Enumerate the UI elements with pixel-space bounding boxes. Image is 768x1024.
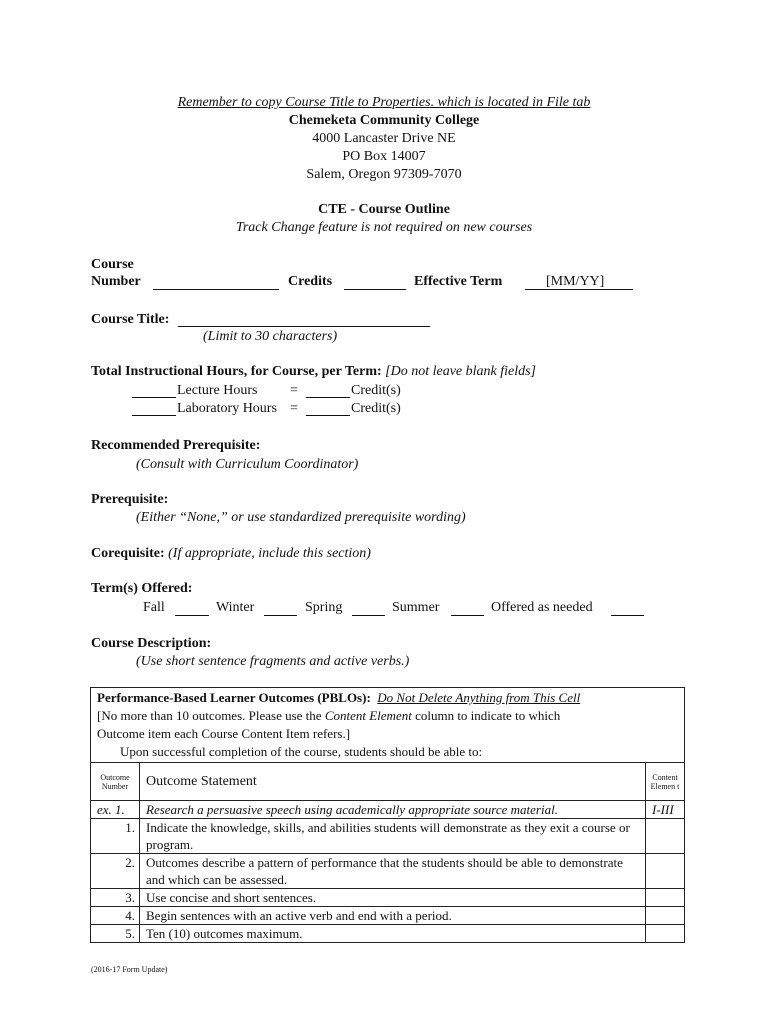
table-row xyxy=(91,854,685,889)
pblo-heading-line xyxy=(97,689,678,707)
pblo-instruction-3: Upon successful completion of the course, students should be able to: xyxy=(120,744,483,759)
address-line-1: 4000 Lancaster Drive NE xyxy=(312,131,456,146)
lab-hours-field[interactable] xyxy=(132,403,176,416)
course-description-label: Course Description: xyxy=(91,636,212,651)
pblo-instruction-1b: Content Element xyxy=(324,708,412,723)
lab-equals: = xyxy=(290,401,298,416)
course-title-field[interactable] xyxy=(178,314,430,327)
pblo-heading: Performance-Based Learner Outcomes (PBLOs): xyxy=(97,690,371,705)
term-summer-label: Summer xyxy=(392,600,440,615)
term-spring-label: Spring xyxy=(305,600,343,615)
lecture-hours-label: Lecture Hours xyxy=(177,383,258,398)
lecture-hours-field[interactable] xyxy=(132,385,176,398)
pblo-example-row xyxy=(91,801,685,819)
outcome-text[interactable]: Ten (10) outcomes maximum. xyxy=(140,925,646,943)
example-element: I-III xyxy=(646,801,685,819)
col-content-element: Content Elemen t xyxy=(646,763,685,801)
recommended-prereq-label: Recommended Prerequisite: xyxy=(91,438,261,453)
outcome-element-cell[interactable] xyxy=(646,854,685,889)
form-update-note: (2016-17 Form Update) xyxy=(91,965,168,974)
prereq-label: Prerequisite: xyxy=(91,492,169,507)
course-number-label-2: Number xyxy=(91,274,141,289)
course-title-label: Course Title: xyxy=(91,312,170,327)
col-outcome-statement: Outcome Statement xyxy=(140,763,646,801)
lecture-equals: = xyxy=(290,383,298,398)
outcome-element-cell[interactable] xyxy=(646,907,685,925)
pblo-instruction-2: Outcome item each Course Content Item refers.] xyxy=(97,726,351,741)
document-title: CTE - Course Outline xyxy=(318,202,450,217)
outcome-text[interactable]: Begin sentences with an active verb and end with a period. xyxy=(140,907,646,925)
outcome-element-cell[interactable] xyxy=(646,889,685,907)
pblo-column-header-row xyxy=(91,763,685,801)
coreq-hint: (If appropriate, include this section) xyxy=(168,546,371,561)
outcome-number: 4. xyxy=(91,907,140,925)
lab-hours-label: Laboratory Hours xyxy=(177,401,277,416)
outcome-text[interactable]: Outcomes describe a pattern of performance that the students should be able to demonstrate and which can be assessed. xyxy=(140,854,646,889)
pblo-instruction-1c: column to indicate to which xyxy=(411,708,561,723)
coreq-label: Corequisite: xyxy=(91,546,165,561)
term-fall-label: Fall xyxy=(143,600,165,615)
pblo-table xyxy=(90,687,685,943)
credits-label: Credits xyxy=(288,274,333,289)
pblo-instruction-1a: [No more than 10 outcomes. Please use the xyxy=(97,708,325,723)
lab-credits-label: Credit(s) xyxy=(351,401,401,416)
instructional-hours-note: [Do not leave blank fields] xyxy=(385,364,537,379)
pblo-heading-note: Do Not Delete Anything from This Cell xyxy=(377,690,581,705)
term-winter-label: Winter xyxy=(216,600,255,615)
coreq-row xyxy=(91,546,371,562)
lecture-credits-field[interactable] xyxy=(306,385,350,398)
col-outcome-number: Outcome Number xyxy=(91,763,140,801)
course-description-hint: (Use short sentence fragments and active verbs.) xyxy=(136,654,410,669)
outcome-number: 3. xyxy=(91,889,140,907)
prereq-hint: (Either “None,” or use standardized prerequisite wording) xyxy=(136,510,466,525)
address-line-3: Salem, Oregon 97309-7070 xyxy=(306,167,462,182)
table-row xyxy=(91,889,685,907)
terms-offered-label: Term(s) Offered: xyxy=(91,581,193,596)
college-name: Chemeketa Community College xyxy=(288,113,480,128)
lab-credits-field[interactable] xyxy=(306,403,350,416)
outcome-number: 5. xyxy=(91,925,140,943)
term-as-needed-label: Offered as needed xyxy=(491,600,593,615)
outcome-element-cell[interactable] xyxy=(646,925,685,943)
term-summer-field[interactable] xyxy=(451,603,484,616)
instructional-hours-label: Total Instructional Hours, for Course, per Term: xyxy=(91,364,382,379)
course-number-label-1: Course xyxy=(91,257,134,272)
example-text: Research a persuasive speech using academically appropriate source material. xyxy=(140,801,646,819)
term-spring-field[interactable] xyxy=(352,603,385,616)
term-as-needed-field[interactable] xyxy=(611,603,644,616)
lecture-credits-label: Credit(s) xyxy=(351,383,401,398)
effective-term-label: Effective Term xyxy=(414,274,503,289)
example-number: ex. 1. xyxy=(91,801,140,819)
table-row xyxy=(91,925,685,943)
course-title-hint: (Limit to 30 characters) xyxy=(203,329,338,344)
reminder-note: Remember to copy Course Title to Properties. which is located in File tab xyxy=(177,95,591,110)
outcome-number: 2. xyxy=(91,854,140,889)
pblo-header-cell xyxy=(91,688,685,763)
effective-term-value: [MM/YY] xyxy=(546,274,605,289)
pblo-header-row xyxy=(91,688,685,763)
table-row xyxy=(91,907,685,925)
term-fall-field[interactable] xyxy=(175,603,209,616)
outcome-number: 1. xyxy=(91,819,140,854)
pblo-instruction-1 xyxy=(97,707,678,725)
track-change-note: Track Change feature is not required on new courses xyxy=(235,220,533,235)
recommended-prereq-hint: (Consult with Curriculum Coordinator) xyxy=(136,457,359,472)
outcome-element-cell[interactable] xyxy=(646,819,685,854)
credits-field[interactable] xyxy=(344,277,406,290)
address-line-2: PO Box 14007 xyxy=(342,149,426,164)
term-winter-field[interactable] xyxy=(264,603,297,616)
table-row xyxy=(91,819,685,854)
outcome-text[interactable]: Use concise and short sentences. xyxy=(140,889,646,907)
outcome-text[interactable]: Indicate the knowledge, skills, and abilities students will demonstrate as they exit a course or program. xyxy=(140,819,646,854)
instructional-hours-row xyxy=(91,364,536,380)
course-number-field[interactable] xyxy=(153,277,279,290)
